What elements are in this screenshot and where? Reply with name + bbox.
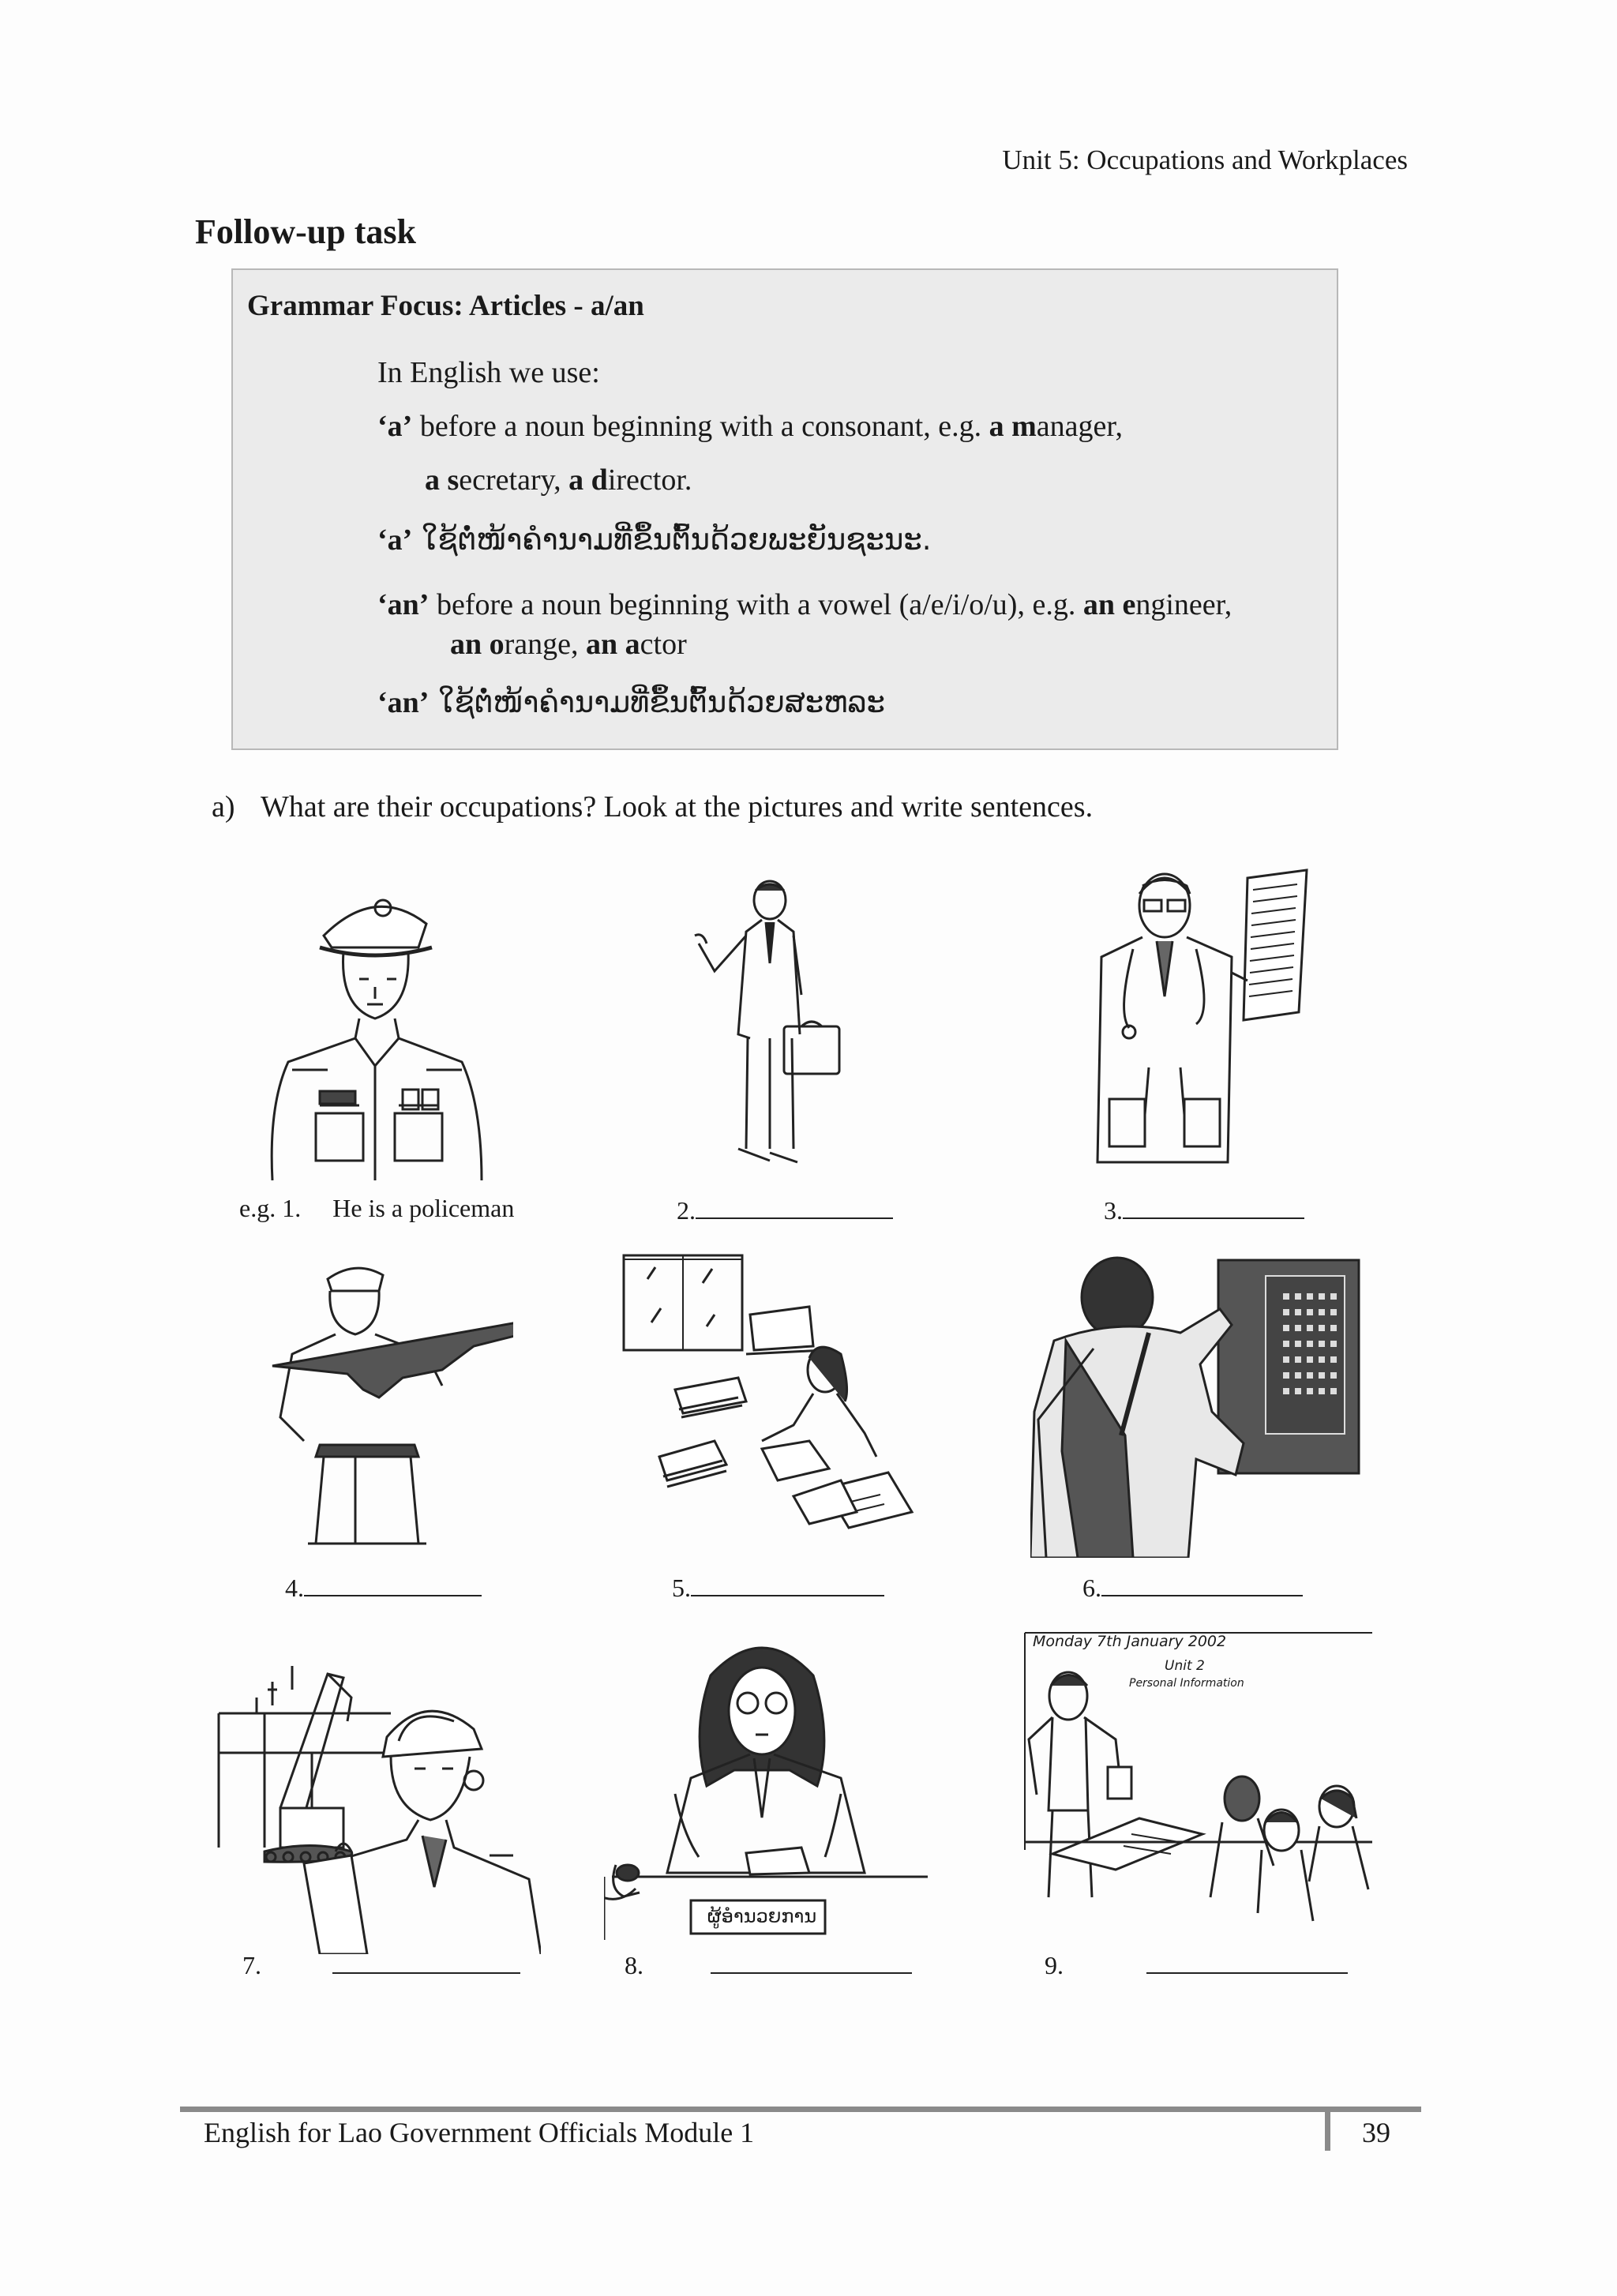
item-number: 5.	[672, 1574, 691, 1602]
teacher-illustration	[1021, 1629, 1372, 1929]
a-rule-text: before a noun beginning with a consonant, e.g.	[412, 410, 989, 443]
board-unit: Unit 2	[1165, 1658, 1205, 1674]
item-9-caption	[1045, 1949, 1348, 1980]
footer-title: English for Lao Government Officials Module 1	[204, 2117, 755, 2148]
doctor-illustration	[1086, 862, 1311, 1174]
item-number: 3.	[1104, 1196, 1123, 1225]
answer-blank[interactable]	[711, 1949, 912, 1974]
a-example-article: a	[989, 410, 1012, 443]
item-6-caption	[1082, 1571, 1303, 1603]
question-text: What are their occupations? Look at the pictures and write sentences.	[261, 790, 1094, 823]
grammar-intro: In English we use:	[377, 356, 600, 389]
item-number: 9.	[1045, 1951, 1064, 1979]
grammar-focus-box	[231, 268, 1338, 750]
item-number: 2.	[677, 1196, 696, 1225]
answer-blank[interactable]	[1101, 1571, 1303, 1596]
board-date: Monday 7th January 2002	[1033, 1633, 1227, 1650]
a-example-rest: anager,	[1036, 410, 1123, 443]
section-title: Follow-up task	[195, 212, 416, 251]
footer-divider	[1325, 2107, 1330, 2151]
page-number: 39	[1362, 2117, 1390, 2148]
a-quote: ‘a’	[377, 410, 413, 443]
soldier-illustration	[261, 1259, 513, 1551]
a-example-letter: m	[1011, 410, 1037, 443]
answer-blank[interactable]	[1146, 1949, 1348, 1974]
item-7-caption	[242, 1949, 520, 1980]
example-answer: He is a policeman	[332, 1194, 515, 1222]
an-rule-line: ‘an’ before a noun beginning with a vowel (a/e/i/o/u), e.g. an engineer,	[377, 588, 1232, 621]
footer-rule	[180, 2107, 1421, 2112]
electrician-illustration	[1030, 1254, 1362, 1558]
director-illustration	[604, 1636, 936, 1944]
a-rule-examples: a secretary, a director.	[425, 463, 692, 497]
businessman-illustration	[691, 876, 849, 1176]
desk-sign-text: ຜູ້ອຳນວຍການ	[707, 1905, 817, 1927]
an-quote: ‘an’	[377, 588, 430, 621]
engineer-illustration	[217, 1650, 541, 1954]
an-rule-text: before a noun beginning with a vowel (a/e/i/o/u), e.g.	[429, 588, 1083, 621]
item-number: 6.	[1082, 1574, 1101, 1602]
exercise-question	[212, 790, 1093, 824]
answer-blank[interactable]	[1123, 1194, 1304, 1219]
item-5-caption	[672, 1571, 884, 1603]
item-number: 4.	[285, 1574, 304, 1602]
item-1-caption	[239, 1194, 514, 1223]
policeman-illustration	[257, 869, 493, 1180]
secretary-illustration	[620, 1251, 928, 1555]
question-marker: a)	[212, 790, 235, 823]
item-number: e.g. 1.	[239, 1194, 302, 1222]
item-number: 8.	[625, 1951, 643, 1979]
unit-header: Unit 5: Occupations and Workplaces	[1002, 144, 1408, 175]
board-topic: Personal Information	[1129, 1677, 1244, 1690]
answer-blank[interactable]	[696, 1194, 893, 1219]
item-4-caption	[285, 1571, 482, 1603]
an-rule-lao: ‘an’ ໃຊ້ຕໍ່ໜ້າຄຳນາມທີ່ຂຶ້ນຕົ້ນດ້ວຍສະຫລະ	[377, 685, 885, 719]
item-number: 7.	[242, 1951, 261, 1979]
a-rule-lao: ‘a’ ໃຊ້ຕໍ່ໜ້າຄຳນາມທີ່ຂຶ້ນຕົ້ນດ້ວຍພະຍັນຊະນະ.	[377, 523, 932, 557]
an-rule-examples: an orange, an actor	[450, 628, 687, 661]
item-3-caption	[1104, 1194, 1304, 1225]
item-2-caption	[677, 1194, 893, 1225]
grammar-title: Grammar Focus: Articles - a/an	[247, 290, 644, 322]
answer-blank[interactable]	[332, 1949, 520, 1974]
answer-blank[interactable]	[304, 1571, 482, 1596]
item-8-caption	[625, 1949, 912, 1980]
answer-blank[interactable]	[691, 1571, 884, 1596]
a-rule-line	[377, 409, 1123, 444]
